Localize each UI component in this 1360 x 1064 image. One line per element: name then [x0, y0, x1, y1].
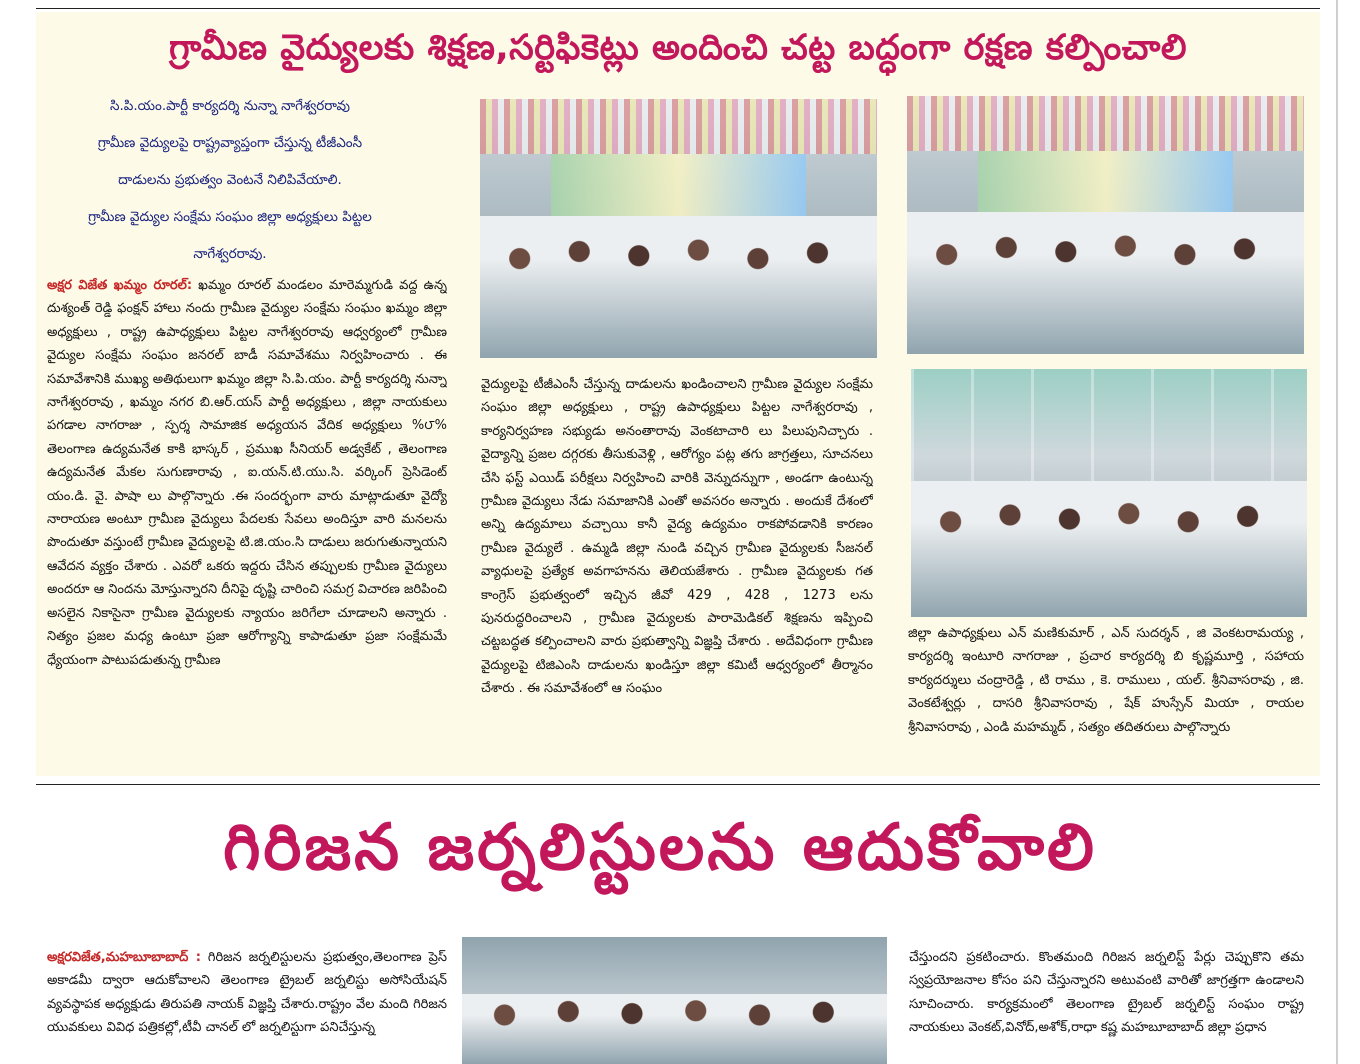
article2-column-1 — [47, 946, 447, 1064]
photo-people — [911, 481, 1307, 617]
article2-column-2 — [909, 946, 1304, 1064]
photo-people — [907, 212, 1304, 354]
subheadline: నాగేశ్వరరావు. — [193, 246, 267, 262]
column-text: గిరిజన జర్నలిస్టులను ప్రభుత్వం,తెలంగాణ ప్రెస్ అకాడమీ ద్వారా ఆదుకోవాలని తెలంగాణ ట్రైబల్ జర్నలిస్టు అసోసియేషన్ వ్యవస్థాపక అధ్యక్షుడు తిరుపతి నాయక్ విజ్ఞప్తి చేశారు.రాష్ట్రం వేల మంది గిరిజన యువకులు వివిధ పత్రికల్లో,టీవీ చానల్ లో జర్నలిస్టుగా పనిచేస్తున్న — [47, 950, 447, 1036]
subheadline: సి.పి.యం.పార్టీ కార్యదర్శి నున్నా నాగేశ్వరరావు — [110, 98, 350, 114]
top-rule — [36, 8, 1320, 9]
photo-audience — [911, 369, 1307, 617]
photo-decoration — [907, 96, 1304, 151]
photo-journalists — [462, 937, 887, 1064]
article-column-3 — [908, 622, 1304, 768]
photo-decoration — [480, 99, 877, 154]
article-headline: గ్రామీణ వైద్యులకు శిక్షణ,సర్టిఫికెట్లు అందించి చట్ట బద్ధంగా రక్షణ కల్పించాలి — [168, 28, 1188, 68]
section-rule — [36, 784, 1320, 785]
photo-banner — [551, 154, 805, 224]
photo-people — [462, 994, 887, 1064]
photo-people — [480, 216, 877, 358]
photo-felicitation — [480, 99, 877, 358]
column-text: ఖమ్మం రూరల్ మండలం మారెమ్మగుడి వద్ద ఉన్న దుశ్యంత్ రెడ్డి ఫంక్షన్ హాలు నందు గ్రామీణ వైద్యుల సంక్షేమ సంఘం ఖమ్మం జిల్లా అధ్యక్షులు , రాష్ట్ర ఉపాధ్యక్షులు పిట్టల నాగేశ్వరరావు ఆధ్వర్యంలో గ్రామీణ వైద్యుల సంక్షేమ సంఘం జనరల్ బాడీ సమావేశము నిర్వహించారు . ఈ సమావేశానికి ముఖ్య అతిథులుగా ఖమ్మం జిల్లా సి.పి.యం. పార్టీ కార్యదర్శి నున్నా నాగేశ్వరరావు , ఖమ్మం నగర బి.ఆర్.యస్ పార్టీ అధ్యక్షులు , జిల్లా నాయకులు పగడాల నాగరాజు , స్పర్శ సామాజిక అధ్యయన వేదిక అధ్యక్షులు %౮% తెలంగాణ ఉద్యమనేత కాకి భాస్కర్ , ప్రముఖ సీనియర్ అడ్వకేట్ , తెలంగాణ ఉద్యమనేత మేకల సుగుణారావు , ఐ.యన్.టి.యు.సి. వర్కింగ్ ప్రెసిడెంట్ యం.డి. వై. పాషా లు పాల్గొన్నారు .ఈ సందర్భంగా వారు మాట్లాడుతూ వైద్యో నారాయణ అంటూ గ్రామీణ వైద్యులు పేదలకు సేవలు అందిస్తూ వారి మనలను పొందుతూ వస్తుంటే గ్రామీణ వైద్యులపై టి.జి.యం.సి దాడులు జరుగుతున్నాయని ఆవేదన వ్యక్తం చేశారు . ఎవరో ఒకరు ఇద్దరు చేసిన తప్పులకు గ్రామీణ వైద్యులు అందరూ ఆ నిందను మోస్తున్నారని దీనిపై దృష్టి చారించి సమగ్ర విచారణ జరిపించి అసలైన నికాసైనా గ్రామీణ వైద్యులకు న్యాయం జరిగేలా చూడాలని అన్నారు . నిత్యం ప్రజల మధ్య ఉంటూ ప్రజా ఆరోగ్యాన్ని కాపాడుతూ ప్రజా సంక్షేమమే ధ్యేయంగా పాటుపడుతున్న గ్రామీణ — [47, 278, 447, 668]
article2-headline: గిరిజన జర్నలిస్టులను ఆదుకోవాలి — [223, 810, 1097, 885]
column-text: జిల్లా ఉపాధ్యక్షులు ఎన్ మణికుమార్ , ఎన్ సుదర్శన్ , జి వెంకటరామయ్య , కార్యదర్శి ఇంటూరి నాగరాజు , ప్రచార కార్యదర్శి బి కృష్ణమూర్తి , సహాయ కార్యదర్శులు చంద్రారెడ్డి , టి రాము , కె. రాములు , యల్. శ్రీనివాసరావు , జి. వెంకటేశ్వర్లు , దాసరి శ్రీనివాసరావు , షేక్ హుస్సేన్ మియా , రాయల శ్రీనివాసరావు , ఎండి మహమ్మద్ , సత్యం తదితరులు పాల్గొన్నారు — [908, 626, 1304, 735]
page-edge — [1336, 0, 1338, 1064]
subheadline: గ్రామీణ వైద్యుల సంక్షేమ సంఘం జిల్లా అధ్యక్షులు పిట్టల — [88, 209, 372, 225]
photo-banner — [978, 151, 1232, 221]
photo-stage-group — [907, 96, 1304, 354]
column-text: చేస్తుందని ప్రకటించారు. కొంతమంది గిరిజన జర్నలిస్ట్ పేర్లు చెప్పుకొని తమ స్వప్రయోజనాల కోసం పని చేస్తున్నారని అటువంటి వారితో జాగ్రత్తగా ఉండాలని సూచించారు. కార్యక్రమంలో తెలంగాణ ట్రైబల్ జర్నలిస్ట్ సంఘం రాష్ట్ర నాయకులు వెంకట్,వినోద్,అశోక్,రాధా కష్ణ మహబూబాబాద్ జిల్లా ప్రధాన — [909, 950, 1304, 1036]
subheadline: దాడులను ప్రభుత్వం వెంటనే నిలిపివేయాలి. — [118, 172, 342, 188]
column-text: వైద్యులపై టీజీఎంసీ చేస్తున్న దాడులను ఖండించాలని గ్రామీణ వైద్యుల సంక్షేమ సంఘం జిల్లా అధ్యక్షులు , రాష్ట్ర ఉపాధ్యక్షులు పిట్టల నాగేశ్వరరావు , కార్యనిర్వహణ సభ్యుడు అనంతారావు వెంకటాచారి లు పిలుపునిచ్చారు . వైద్యాన్ని ప్రజల దగ్గరకు తీసుకువెళ్లి , ఆరోగ్యం పట్ల తగు జాగ్రత్తలు, సూచనలు చేసి ఫస్ట్ ఎయిడ్ పరీక్షలు నిర్వహించి వారికి వెన్నుదన్నుగా , అండగా ఉంటున్న గ్రామీణ వైద్యులు నేడు సమాజానికి ఎంతో అవసరం అన్నారు . అందుకే దేశంలో అన్ని ఉద్యమాలు వచ్చాయి కానీ వైద్య ఉద్యమం రాకపోవడానికి కారణం గ్రామీణ వైద్యులే . ఉమ్మడి జిల్లా నుండి వచ్చిన గ్రామీణ వైద్యులకు సీజనల్ వ్యాధులపై ప్రత్యేక అవగాహనను తెలియజేశారు . గ్రామీణ వైద్యులకు గత కాంగ్రెస్ ప్రభుత్వంలో ఇచ్చిన జీవో 429 , 428 , 1273 లను పునరుద్ధరించాలని , గ్రామీణ వైద్యులకు పారామెడికల్ శిక్షణను ఇప్పించి చట్టబద్ధత కల్పించాలని వారు ప్రభుత్వాన్ని విజ్ఞప్తి చేశారు . అదేవిధంగా గ్రామీణ వైద్యులపై టిజిఎంసి దాడులను ఖండిస్తూ జిల్లా కమిటీ ఆధ్వర్యంలో తీర్మానం చేశారు . ఈ సమావేశంలో ఆ సంఘం — [481, 377, 873, 697]
article-byline: అక్షర విజేత ఖమ్మం రూరల్: — [47, 278, 193, 293]
subheadline: గ్రామీణ వైద్యులపై రాష్ట్రవ్యాప్తంగా చేస్తున్న టీజీఎంసీ — [97, 135, 363, 151]
article-subheadlines — [50, 88, 410, 273]
article2-byline: అక్షరవిజేత,మహబూబాబాద్ : — [47, 950, 201, 965]
article-column-2 — [481, 373, 873, 768]
article-column-1 — [47, 274, 447, 768]
